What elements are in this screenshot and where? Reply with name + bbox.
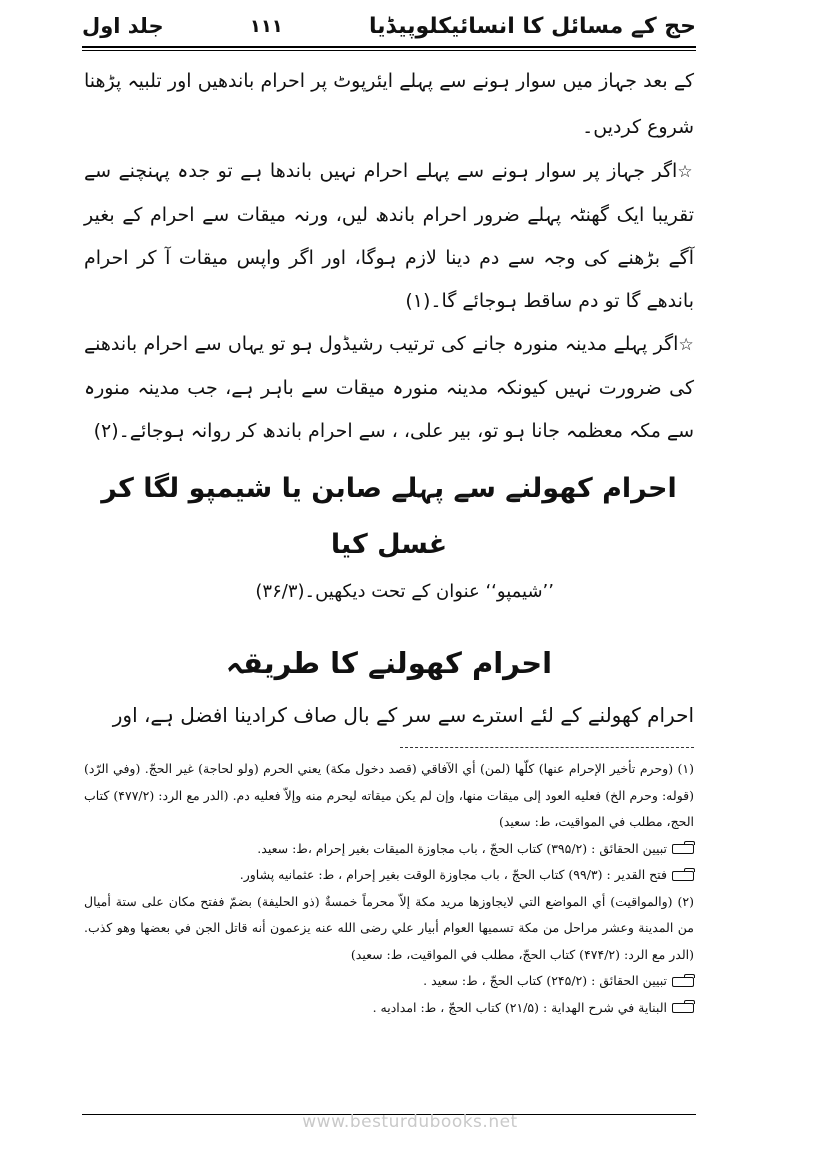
- footnote-separator: [400, 747, 694, 748]
- page-header: [82, 6, 696, 46]
- footnote-reference: البناية في شرح الهداية : (۲۱/۵) كتاب الحجّ ، ط: امداديه .: [84, 995, 694, 1022]
- footnote-reference: تبيين الحقائق : (۳۹۵/۲) كتاب الحجّ ، باب مجاوزة الميقات بغير إحرام ،ط: سعيد.: [84, 836, 694, 863]
- footnote: (۱) (وحرم تأخير الإحرام عنها) كلّها (لمن) أي الآفاقي (قصد دخول مكة) يعني الحرم (ولو لحاجة) غير الحجّ. (وفي الرّد) (قوله: وحرم الخ) فعليه العود إلى ميقات منها، وإن لم يكن ميقاته ليحرم منه وإلاّ فعليه دم. (الدر مع الرد: (۴۷۷/۲) كتاب الحج، مطلب في المواقيت، ط: سعيد): [84, 761, 695, 829]
- volume-label: جلد اول: [82, 14, 164, 38]
- header-rule-thin: [82, 50, 696, 51]
- section-heading: احرام کھولنے کا طریقہ: [225, 646, 553, 680]
- star-icon: ☆: [677, 162, 694, 182]
- paragraph-text: اگر جہاز پر سوار ہونے سے پہلے احرام نہیں باندھا ہے تو جدہ پہنچنے سے تقریبا ایک گھنٹہ پہلے ضرور احرام باندھ لیں، ورنہ میقات سے احرام کے بغیر آگے بڑھنے کی وجہ سے دم دینا لازم ہوگا، اور اگر واپس میقات آ کر احرام باندھے گا تو دم ساقط ہوجائے گا۔(۱): [84, 160, 694, 312]
- paragraph-text: اگر پہلے مدینہ منورہ جانے کی ترتیب رشیڈول ہو تو یہاں سے احرام باندھنے کی ضرورت نہیں کیونکہ مدینہ منورہ میقات سے باہر ہے، جب مدینہ منورہ سے مکہ معظمہ جانا ہو تو، بیر علی، ، سے احرام باندھ کر روانہ ہوجائے۔(۲): [84, 333, 694, 442]
- section-heading: احرام کھولنے سے پہلے صابن یا شیمپو لگا کر غسل کیا: [101, 473, 677, 560]
- paragraph: احرام کھولنے کے لئے استرے سے سر کے بال صاف کرادینا افضل ہے، اور: [112, 703, 694, 727]
- book-icon: [672, 844, 694, 854]
- paragraph: [84, 323, 694, 453]
- page-number: ۱۱۱: [249, 15, 283, 37]
- footnote-reference: تبيين الحقائق : (۲۴۵/۲) كتاب الحجّ ، ط: سعيد .: [84, 968, 694, 995]
- footnote-reference: فتح القدير : (۹۹/۳) كتاب الحجّ ، باب مجاوزة الوقت بغير إحرام ، ط: عثمانيه پشاور.: [84, 862, 694, 889]
- footnotes: [84, 756, 694, 1021]
- book-icon: [672, 871, 694, 881]
- book-icon: [672, 977, 694, 987]
- header-rule: [82, 46, 696, 48]
- star-icon: ☆: [678, 335, 694, 355]
- paragraph: کے بعد جہاز میں سوار ہونے سے پہلے ایئرپوٹ پر احرام باندھیں اور تلبیہ پڑھنا شروع کردیں۔: [84, 70, 694, 138]
- watermark: www.besturdubooks.net: [302, 1112, 518, 1132]
- book-title: حج کے مسائل کا انسائیکلوپیڈیا: [369, 13, 696, 39]
- cross-reference-note: ’’شیمپو‘‘ عنوان کے تحت دیکھیں۔(۳۶/۳): [255, 581, 554, 602]
- main-text: [84, 58, 694, 737]
- book-icon: [672, 1003, 694, 1013]
- footnote: (۲) (والمواقيت) أي المواضع التي لايجاوزها مريد مكة إلاّ محرماً خمسةٌ (ذو الحليفة) بضمّ ففتح مكان على ستة أميال من المدينة وعشر مراحل من مكة تسميها العوام أبيار علي رضى الله عنه يزعمون أنه قاتل الجن في بعضها وهو كذب. (الدر مع الرد: (۴۷۴/۲) كتاب الحجّ، مطلب في المواقيت، ط: سعيد): [84, 893, 694, 962]
- paragraph: [84, 150, 694, 323]
